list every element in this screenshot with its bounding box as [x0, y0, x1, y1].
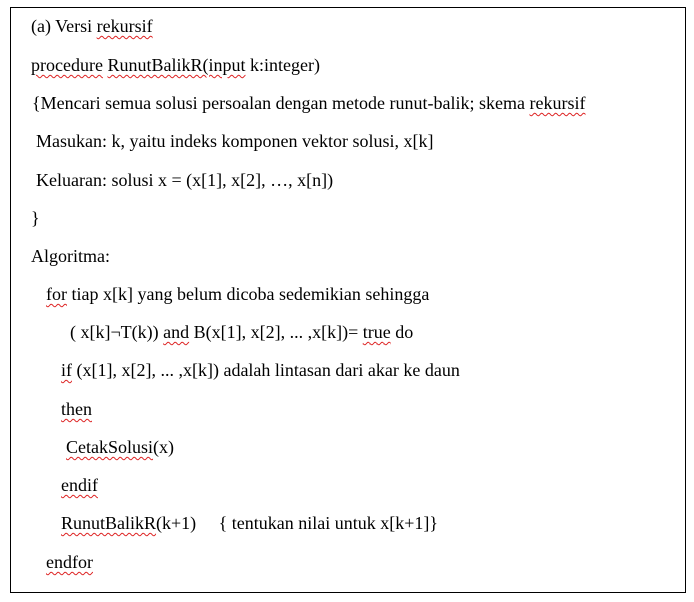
doc-line-algorithm-heading: Algoritma: — [31, 246, 110, 266]
doc-line-comment-open: {Mencari semua solusi persoalan dengan metode runut-balik; skema rekursif — [32, 93, 586, 113]
doc-line-condition: ( x[k]¬T(k)) and B(x[1], x[2], ... ,x[k])= true do — [70, 322, 414, 342]
doc-line-recursive-call: RunutBalikR(k+1) { tentukan nilai untuk x[k+1]} — [61, 513, 439, 533]
doc-line-section-title: (a) Versi rekursif — [31, 16, 153, 36]
doc-line-input: Masukan: k, yaitu indeks komponen vektor solusi, x[k] — [36, 131, 434, 151]
doc-line-endfor: endfor — [46, 552, 93, 572]
doc-line-then: then — [61, 399, 92, 419]
doc-line-endif: endif — [61, 475, 98, 495]
doc-line-output: Keluaran: solusi x = (x[1], x[2], …, x[n]) — [36, 170, 334, 190]
doc-line-procedure: procedure RunutBalikR(input k:integer) — [31, 55, 320, 75]
doc-line-print-solution: CetakSolusi(x) — [66, 437, 175, 457]
doc-line-comment-close: } — [31, 208, 40, 228]
doc-line-for: for tiap x[k] yang belum dicoba sedemikian sehingga — [46, 284, 430, 304]
doc-line-if: if (x[1], x[2], ... ,x[k]) adalah lintasan dari akar ke daun — [61, 360, 460, 380]
